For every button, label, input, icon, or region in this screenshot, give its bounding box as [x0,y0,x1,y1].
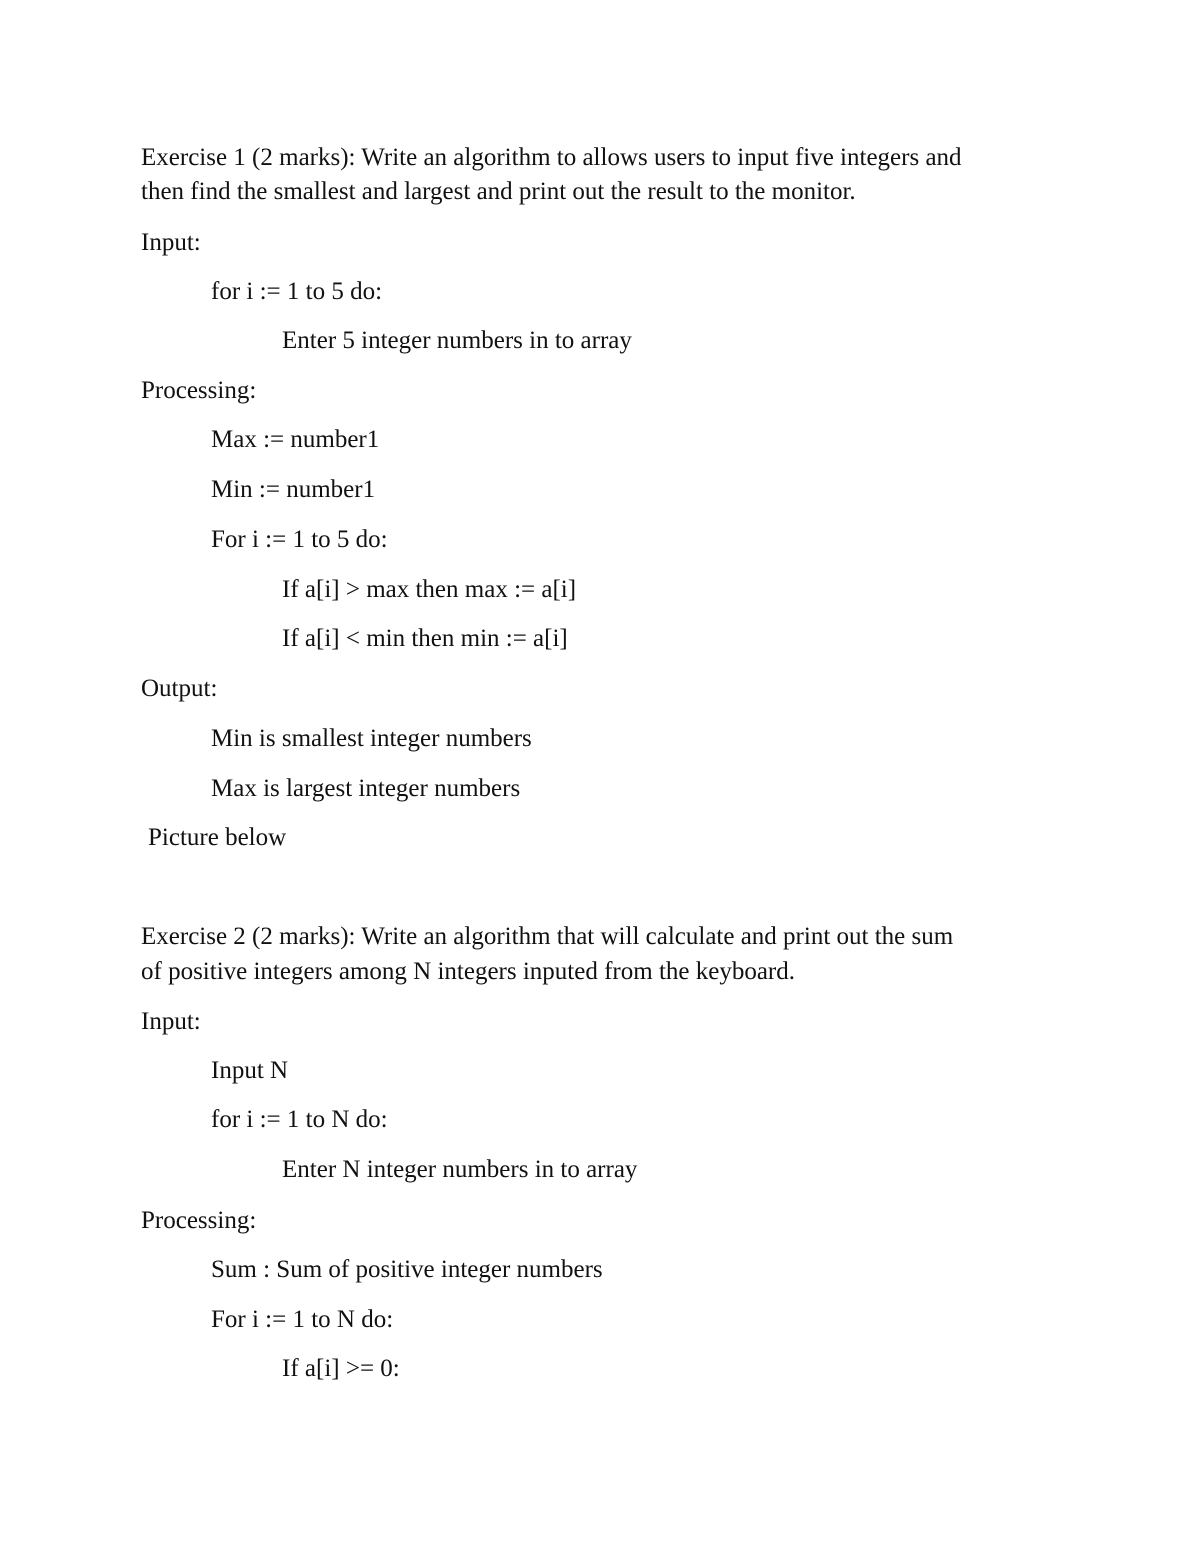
exercise1-processing-min-init: Min := number1 [211,476,376,503]
exercise1-output-min: Min is smallest integer numbers [211,725,532,752]
exercise1-picture-note: Picture below [148,824,287,851]
exercise2-prompt-line1: Exercise 2 (2 marks): Write an algorithm that will calculate and print out the sum [141,923,954,950]
exercise1-processing-label: Processing: [141,377,257,404]
exercise1-prompt-line2: then find the smallest and largest and print out the result to the monitor. [141,178,856,205]
exercise1-input-label: Input: [141,229,201,256]
exercise2-input-n: Input N [211,1057,289,1084]
exercise2-processing-check: If a[i] >= 0: [282,1355,400,1382]
exercise1-processing-loop: For i := 1 to 5 do: [211,526,388,553]
exercise2-prompt-line2: of positive integers among N integers inputed from the keyboard. [141,958,796,985]
exercise2-processing-label: Processing: [141,1207,257,1234]
exercise1-output-label: Output: [141,675,218,702]
exercise2-input-loop: for i := 1 to N do: [211,1106,388,1133]
exercise1-processing-max-check: If a[i] > max then max := a[i] [282,576,577,603]
exercise2-processing-sum: Sum : Sum of positive integer numbers [211,1256,603,1283]
exercise1-input-loop: for i := 1 to 5 do: [211,278,383,305]
exercise1-processing-max-init: Max := number1 [211,426,380,453]
exercise2-input-label: Input: [141,1008,201,1035]
exercise2-input-enter: Enter N integer numbers in to array [282,1156,638,1183]
exercise1-output-max: Max is largest integer numbers [211,775,521,802]
exercise2-processing-loop: For i := 1 to N do: [211,1306,394,1333]
exercise1-processing-min-check: If a[i] < min then min := a[i] [282,625,568,652]
exercise1-input-enter: Enter 5 integer numbers in to array [282,327,632,354]
exercise1-prompt-line1: Exercise 1 (2 marks): Write an algorithm to allows users to input five integers and [141,144,962,171]
